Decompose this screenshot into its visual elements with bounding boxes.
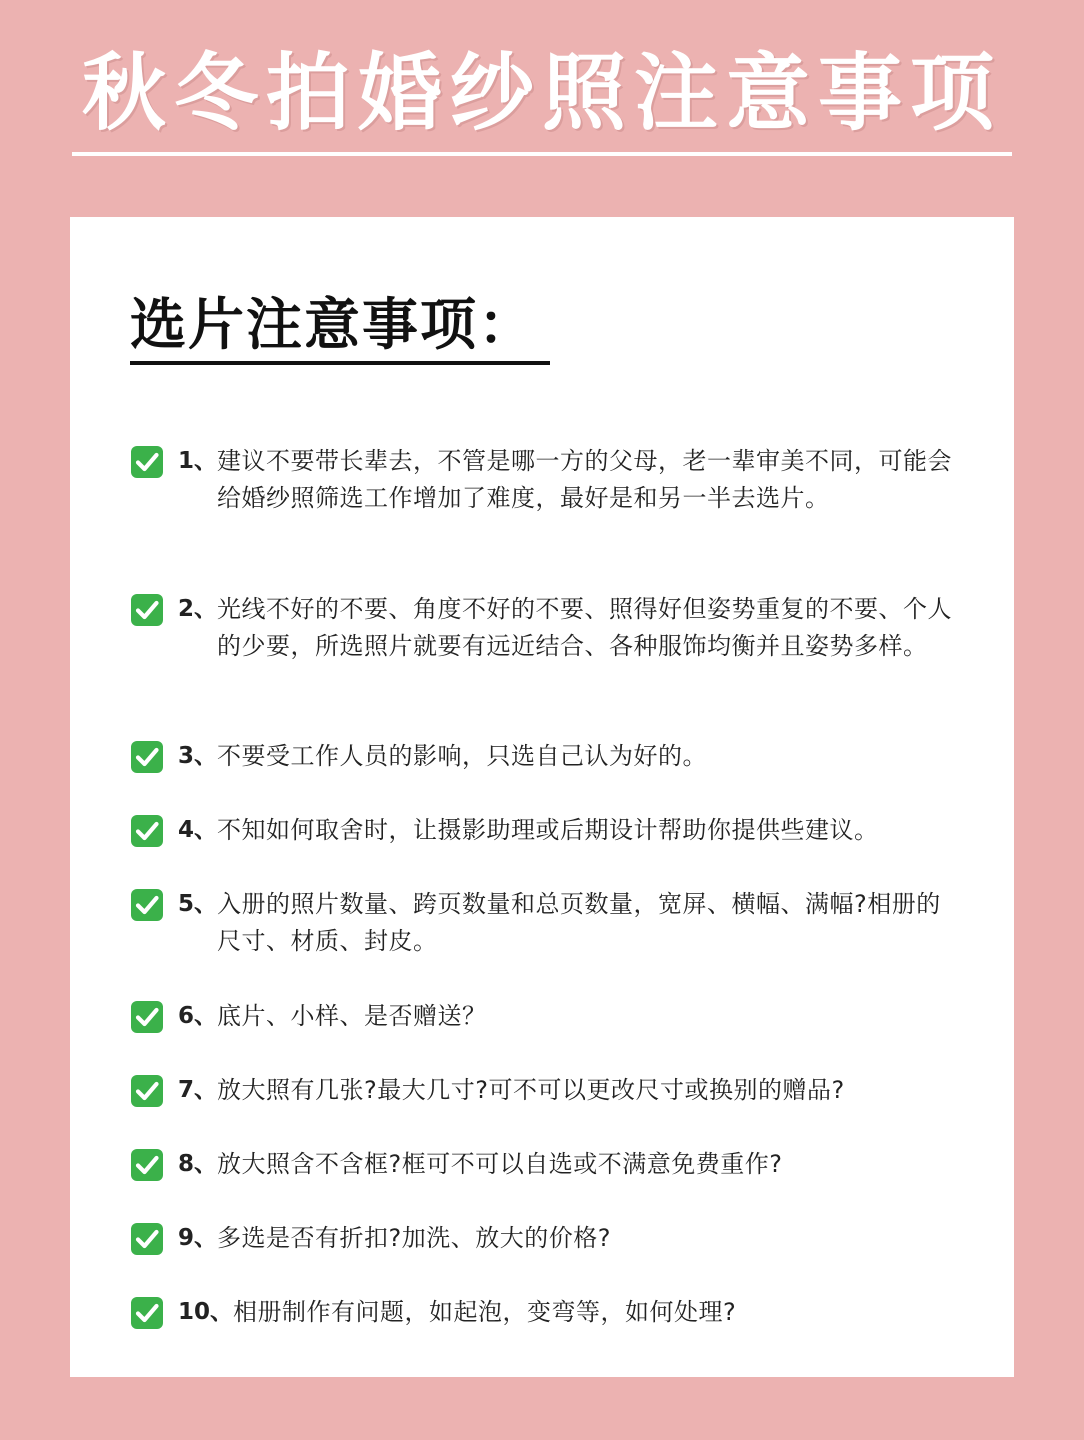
list-item: [130, 738, 960, 775]
check-mark-icon: [130, 1222, 164, 1256]
list-item: [130, 1146, 960, 1183]
item-number: 3、: [178, 743, 218, 769]
item-number: 8、: [178, 1151, 218, 1177]
item-number: 6、: [178, 1003, 218, 1029]
list-item: [130, 812, 960, 849]
item-number: 4、: [178, 817, 218, 843]
item-text: 多选是否有折扣?加洗、放大的价格?: [217, 1224, 611, 1252]
check-mark-icon: [130, 888, 164, 922]
check-mark-icon: [130, 1296, 164, 1330]
list-item: [130, 1220, 960, 1257]
section-heading: 选片注意事项：: [130, 291, 550, 365]
list-item: [130, 443, 960, 517]
item-text: 入册的照片数量、跨页数量和总页数量，宽屏、横幅、满幅?相册的尺寸、材质、封皮。: [217, 890, 941, 955]
check-mark-icon: [130, 445, 164, 479]
check-mark-icon: [130, 1074, 164, 1108]
check-mark-icon: [130, 814, 164, 848]
item-text: 不知如何取舍时，让摄影助理或后期设计帮助你提供些建议。: [217, 816, 879, 844]
content-card: [70, 217, 1014, 1377]
item-text: 放大照含不含框?框可不可以自选或不满意免费重作?: [217, 1150, 783, 1178]
check-mark-icon: [130, 1148, 164, 1182]
item-text: 放大照有几张?最大几寸?可不可以更改尺寸或换别的赠品?: [217, 1076, 845, 1104]
check-mark-icon: [130, 593, 164, 627]
item-number: 7、: [178, 1077, 218, 1103]
item-text: 相册制作有问题，如起泡，变弯等，如何处理?: [233, 1298, 737, 1326]
list-item: [130, 1294, 960, 1331]
item-number: 10、: [178, 1299, 234, 1325]
item-text: 底片、小样、是否赠送？: [217, 1002, 487, 1030]
check-mark-icon: [130, 740, 164, 774]
item-number: 9、: [178, 1225, 218, 1251]
item-number: 1、: [178, 448, 218, 474]
list-item: [130, 1072, 960, 1109]
title-underline: [72, 152, 1012, 156]
item-text: 建议不要带长辈去，不管是哪一方的父母，老一辈审美不同，可能会给婚纱照筛选工作增加了难度，最好是和另一半去选片。: [217, 447, 953, 512]
item-text: 不要受工作人员的影响，只选自己认为好的。: [217, 742, 708, 770]
list-item: [130, 998, 960, 1035]
item-number: 2、: [178, 596, 218, 622]
item-text: 光线不好的不要、角度不好的不要、照得好但姿势重复的不要、个人的少要，所选照片就要有远近结合、各种服饰均衡并且姿势多样。: [217, 595, 953, 660]
list-item: [130, 886, 960, 960]
page-title: 秋冬拍婚纱照注意事项: [81, 44, 1002, 142]
item-number: 5、: [178, 891, 218, 917]
list-item: [130, 591, 960, 665]
check-mark-icon: [130, 1000, 164, 1034]
